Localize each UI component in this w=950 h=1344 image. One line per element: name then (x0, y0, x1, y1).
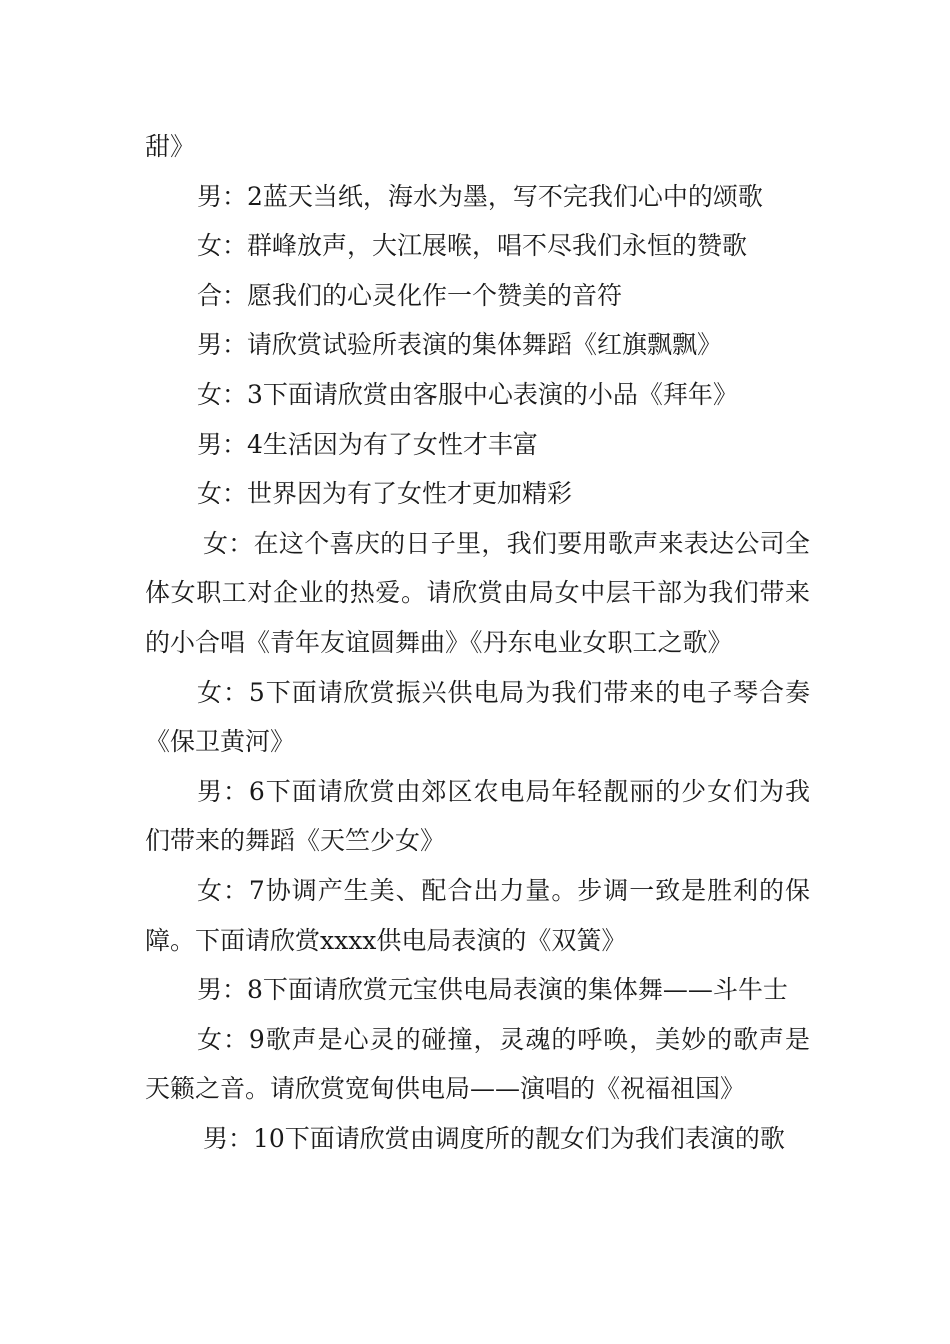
paragraph-male-line: 男：6下面请欣赏由郊区农电局年轻靓丽的少女们为我们带来的舞蹈《天竺少女》 (145, 776, 810, 856)
paragraph-male-line: 男：2蓝天当纸，海水为墨，写不完我们心中的颂歌 (197, 181, 763, 211)
paragraph-together-line: 合：愿我们的心灵化作一个赞美的音符 (197, 280, 623, 310)
paragraph-female-line: 女：在这个喜庆的日子里，我们要用歌声来表达公司全体女职工对企业的热爱。请欣赏由局女中层干部为我们带来的小合唱《青年友谊圆舞曲》《丹东电业女职工之歌》 (145, 528, 810, 657)
paragraph-female-line: 女：9歌声是心灵的碰撞，灵魂的呼唤，美妙的歌声是天籁之音。请欣赏宽甸供电局——演唱的《祝福祖国》 (145, 1024, 810, 1104)
paragraph-male-line: 男：8下面请欣赏元宝供电局表演的集体舞——斗牛士 (197, 975, 788, 1005)
paragraph-female-line: 女：5下面请欣赏振兴供电局为我们带来的电子琴合奏《保卫黄河》 (145, 677, 810, 757)
paragraph-continuation: 甜》 (145, 132, 196, 161)
document-body (145, 122, 810, 1163)
paragraph-male-line: 男：4生活因为有了女性才丰富 (197, 429, 538, 459)
paragraph-female-line: 女：3下面请欣赏由客服中心表演的小品《拜年》 (197, 379, 738, 409)
paragraph-female-line: 女：世界因为有了女性才更加精彩 (197, 479, 573, 509)
paragraph-female-line: 女：群峰放声，大江展喉，唱不尽我们永恒的赞歌 (197, 231, 748, 261)
paragraph-female-line: 女：7协调产生美、配合出力量。步调一致是胜利的保障。下面请欣赏xxxx供电局表演的《双簧》 (145, 875, 810, 955)
paragraph-male-line: 男：10下面请欣赏由调度所的靓女们为我们表演的歌 (203, 1123, 785, 1153)
paragraph-male-line: 男：请欣赏试验所表演的集体舞蹈《红旗飘飘》 (197, 330, 723, 360)
